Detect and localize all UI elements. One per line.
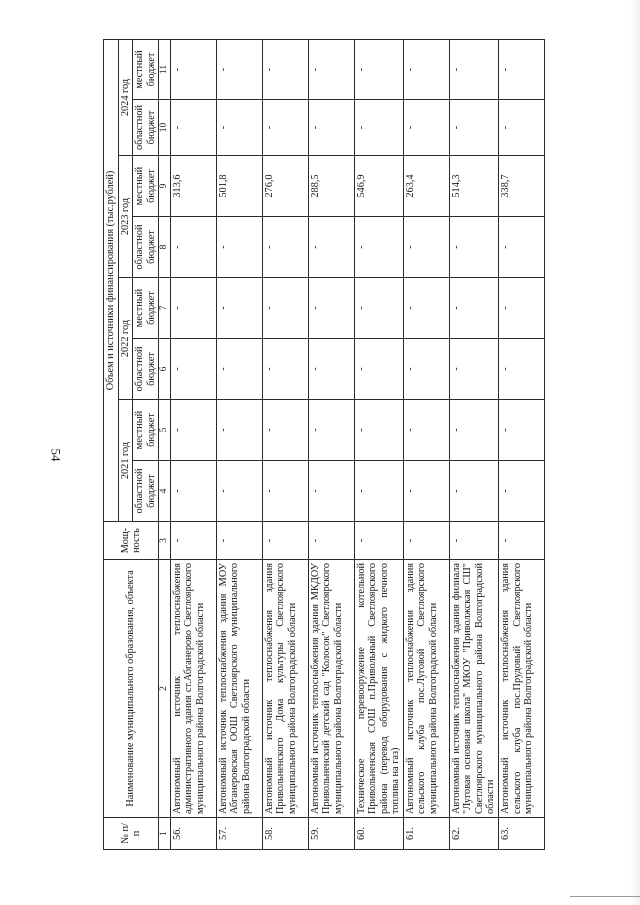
row-number: 58.	[262, 818, 308, 850]
budget-cell: -	[216, 278, 262, 339]
budget-cell: -	[262, 278, 308, 339]
header-year-2022: 2022 год	[118, 278, 133, 400]
budget-cell: -	[403, 217, 449, 278]
header-regional-budget: областной бюджет	[133, 461, 159, 522]
power-cell: -	[354, 522, 403, 560]
budget-cell: 501,8	[216, 156, 262, 217]
budget-cell: -	[262, 100, 308, 156]
header-power: Мощ-ность	[104, 522, 159, 560]
column-index-cell: 4	[159, 461, 171, 522]
budget-cell: -	[216, 39, 262, 99]
budget-cell: -	[216, 400, 262, 461]
object-name: Техническое перевооружение котельной Привольненская СОШ п.Привольный Светлоярского района (перевод оборудования с жидкого печного топлива на газ)	[354, 560, 403, 818]
budget-cell: -	[449, 339, 498, 400]
power-cell: -	[499, 522, 545, 560]
header-local-budget: местный бюджет	[133, 39, 159, 99]
budget-cell: -	[262, 217, 308, 278]
column-index-cell: 11	[159, 39, 171, 99]
column-index-cell: 8	[159, 217, 171, 278]
scan-edge-shadow	[630, 0, 640, 905]
budget-cell: 546,9	[354, 156, 403, 217]
budget-cell: -	[308, 217, 354, 278]
column-index-cell: 10	[159, 100, 171, 156]
row-number: 63.	[499, 818, 545, 850]
header-no: № п/п	[104, 818, 159, 850]
budget-cell: -	[170, 339, 216, 400]
power-cell: -	[308, 522, 354, 560]
table-row	[216, 39, 262, 849]
budget-cell: -	[403, 400, 449, 461]
column-index-cell: 3	[159, 522, 171, 560]
budget-cell: -	[308, 461, 354, 522]
column-index-cell: 5	[159, 400, 171, 461]
column-index-cell: 9	[159, 156, 171, 217]
budget-cell: -	[354, 278, 403, 339]
budget-cell: -	[216, 339, 262, 400]
column-index-cell: 2	[159, 560, 171, 818]
header-regional-budget: областной бюджет	[133, 217, 159, 278]
header-local-budget: местный бюджет	[133, 278, 159, 339]
budget-cell: -	[499, 278, 545, 339]
table-row	[499, 39, 545, 849]
budget-cell: -	[403, 39, 449, 99]
budget-cell: -	[216, 461, 262, 522]
table-row	[170, 39, 216, 849]
table-body	[170, 39, 544, 849]
budget-cell: -	[403, 461, 449, 522]
header-name: Наименование муниципального образования, объекта	[104, 560, 159, 818]
budget-cell: -	[170, 100, 216, 156]
header-local-budget: местный бюджет	[133, 156, 159, 217]
row-number: 61.	[403, 818, 449, 850]
budget-cell: -	[308, 339, 354, 400]
budget-cell: -	[262, 339, 308, 400]
budget-cell: -	[449, 461, 498, 522]
object-name: Автономный источник теплоснабжения здания сельского клуба пос.Луговой Светлоярского муниципального района Волгоградской области	[403, 560, 449, 818]
header-year-2023: 2023 год	[118, 156, 133, 278]
budget-cell: -	[308, 278, 354, 339]
budget-cell: 276,0	[262, 156, 308, 217]
budget-cell: -	[262, 461, 308, 522]
object-name: Автономный источник теплоснабжения здания Привольненского Дома культуры Светлоярского муниципального района Волгоградской области	[262, 560, 308, 818]
rotated-page-content	[103, 40, 593, 850]
table-row	[403, 39, 449, 849]
budget-cell: -	[403, 100, 449, 156]
budget-cell: -	[170, 39, 216, 99]
budget-cell: -	[354, 461, 403, 522]
table-row	[449, 39, 498, 849]
budget-cell: -	[216, 217, 262, 278]
budget-cell: -	[262, 39, 308, 99]
budget-cell: -	[354, 100, 403, 156]
budget-cell: -	[449, 400, 498, 461]
budget-cell: -	[403, 339, 449, 400]
table-row	[262, 39, 308, 849]
budget-cell: -	[170, 278, 216, 339]
power-cell: -	[262, 522, 308, 560]
object-name: Автономный источник теплоснабжения административного здания ст.Абганерово Светлоярского муниципального района Волгоградской области	[170, 560, 216, 818]
budget-cell: -	[499, 217, 545, 278]
budget-cell: -	[170, 217, 216, 278]
power-cell: -	[403, 522, 449, 560]
budget-cell: -	[449, 278, 498, 339]
budget-cell: -	[499, 100, 545, 156]
object-name: Автономный источник теплоснабжения здания МОУ Абганеровская ООШ Светлоярского муниципального района Волгоградской области	[216, 560, 262, 818]
budget-cell: -	[449, 39, 498, 99]
scan-artifact-line	[570, 896, 640, 897]
budget-cell: -	[499, 400, 545, 461]
budget-cell: -	[403, 278, 449, 339]
budget-cell: -	[308, 39, 354, 99]
header-local-budget: местный бюджет	[133, 400, 159, 461]
budget-cell: -	[262, 400, 308, 461]
row-number: 57.	[216, 818, 262, 850]
budget-cell: 338,7	[499, 156, 545, 217]
table-row	[308, 39, 354, 849]
power-cell: -	[170, 522, 216, 560]
power-cell: -	[449, 522, 498, 560]
budget-cell: 313,6	[170, 156, 216, 217]
object-name: Автономный источник теплоснабжения здания филиала "Луговая основная школа" МКОУ "Приволжская СШ" Светлоярского муниципального района Волгоградской области	[449, 560, 498, 818]
table-row	[354, 39, 403, 849]
header-year-2021: 2021 год	[118, 400, 133, 522]
row-number: 60.	[354, 818, 403, 850]
budget-cell: -	[449, 217, 498, 278]
budget-cell: -	[499, 339, 545, 400]
header-funding: Объем и источники финансирования (тыс.рублей)	[104, 39, 119, 521]
budget-cell: -	[354, 217, 403, 278]
budget-cell: 263,4	[403, 156, 449, 217]
row-number: 62.	[449, 818, 498, 850]
object-name: Автономный источник теплоснабжения здания сельского клуба пос.Прудовый Светлоярского муниципального района Волгоградской области	[499, 560, 545, 818]
column-index-cell: 7	[159, 278, 171, 339]
budget-cell: 514,3	[449, 156, 498, 217]
budget-cell: -	[499, 461, 545, 522]
funding-table	[103, 39, 545, 850]
budget-cell: -	[354, 339, 403, 400]
budget-cell: -	[308, 400, 354, 461]
column-index-cell: 6	[159, 339, 171, 400]
row-number: 59.	[308, 818, 354, 850]
budget-cell: 288,5	[308, 156, 354, 217]
object-name: Автономный источник теплоснабжения здания МКДОУ Привольненский детский сад "Колосок" Светлоярского муниципального района Волгоградской области	[308, 560, 354, 818]
budget-cell: -	[308, 100, 354, 156]
column-index-cell: 1	[159, 818, 171, 850]
header-regional-budget: областной бюджет	[133, 100, 159, 156]
budget-cell: -	[170, 400, 216, 461]
budget-cell: -	[499, 39, 545, 99]
column-index-row	[159, 39, 171, 849]
power-cell: -	[216, 522, 262, 560]
budget-cell: -	[170, 461, 216, 522]
budget-cell: -	[449, 100, 498, 156]
page-number: 54	[48, 448, 64, 462]
budget-cell: -	[354, 39, 403, 99]
header-regional-budget: областной бюджет	[133, 339, 159, 400]
row-number: 56.	[170, 818, 216, 850]
budget-cell: -	[354, 400, 403, 461]
header-year-2024: 2024 год	[118, 39, 133, 155]
budget-cell: -	[216, 100, 262, 156]
